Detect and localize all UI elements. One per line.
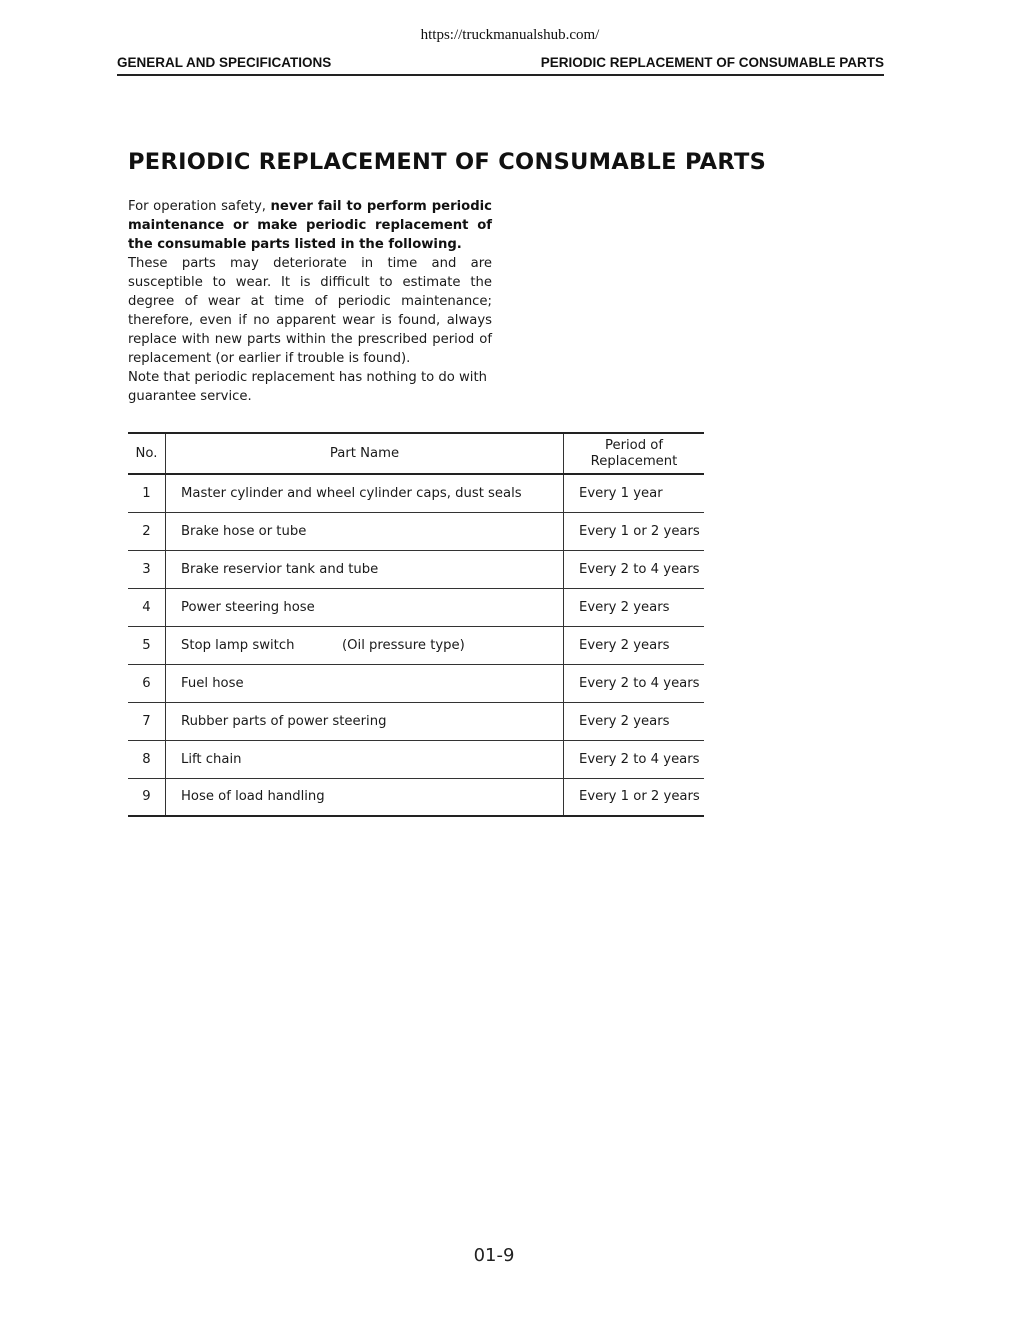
replacement-period: Every 1 or 2 years bbox=[564, 512, 705, 550]
replacement-period: Every 1 or 2 years bbox=[564, 778, 705, 816]
row-number: 2 bbox=[128, 512, 166, 550]
header-period-line2: Replacement bbox=[590, 453, 678, 469]
table-header-row bbox=[128, 433, 704, 474]
table-row bbox=[128, 588, 704, 626]
intro-body: These parts may deteriorate in time and are susceptible to wear. It is difficult to estimate the degree of wear at time of periodic maintenance; therefore, even if no apparent wear is found, always replace with new parts within the prescribed period of replacement (or earlier if trouble is found). bbox=[128, 256, 492, 366]
row-number: 5 bbox=[128, 626, 166, 664]
row-number: 6 bbox=[128, 664, 166, 702]
part-name-cell bbox=[166, 550, 564, 588]
table-row bbox=[128, 626, 704, 664]
part-name: Stop lamp switch bbox=[181, 637, 295, 653]
intro-lead bbox=[128, 197, 492, 254]
replacement-period: Every 2 years bbox=[564, 702, 705, 740]
part-name-cell bbox=[166, 664, 564, 702]
table-row bbox=[128, 474, 704, 512]
header-no: No. bbox=[128, 433, 166, 474]
part-name: Rubber parts of power steering bbox=[181, 713, 387, 729]
table-row bbox=[128, 740, 704, 778]
header-part-name: Part Name bbox=[166, 433, 564, 474]
header-section-left: GENERAL AND SPECIFICATIONS bbox=[117, 55, 332, 70]
table-row bbox=[128, 550, 704, 588]
intro-text bbox=[128, 197, 492, 406]
replacement-period: Every 2 years bbox=[564, 588, 705, 626]
part-name: Hose of load handling bbox=[181, 789, 325, 805]
replacement-period: Every 2 to 4 years bbox=[564, 740, 705, 778]
part-name-cell bbox=[166, 778, 564, 816]
part-name: Lift chain bbox=[181, 751, 242, 767]
part-name-cell bbox=[166, 626, 564, 664]
part-note: (Oil pressure type) bbox=[342, 637, 465, 653]
table-row bbox=[128, 512, 704, 550]
part-name-cell bbox=[166, 702, 564, 740]
replacement-period: Every 2 years bbox=[564, 626, 705, 664]
intro-lead-bold: never fail to perform periodic maintenance or make periodic replacement of the consumable parts listed in the following. bbox=[128, 199, 492, 252]
header-period-line1: Period of bbox=[604, 437, 664, 453]
row-number: 9 bbox=[128, 778, 166, 816]
row-number: 4 bbox=[128, 588, 166, 626]
part-name-cell bbox=[166, 740, 564, 778]
replacement-period: Every 2 to 4 years bbox=[564, 664, 705, 702]
header-section-right: PERIODIC REPLACEMENT OF CONSUMABLE PARTS bbox=[540, 55, 884, 70]
table-row bbox=[128, 778, 704, 816]
intro-note: Note that periodic replacement has nothing to do with guarantee service. bbox=[128, 370, 487, 404]
replacement-period: Every 2 to 4 years bbox=[564, 550, 705, 588]
page-title: PERIODIC REPLACEMENT OF CONSUMABLE PARTS bbox=[128, 149, 767, 175]
page-number: 01-9 bbox=[473, 1245, 515, 1266]
replacement-table bbox=[128, 432, 704, 817]
replacement-period: Every 1 year bbox=[564, 474, 705, 512]
part-name: Brake reservior tank and tube bbox=[181, 561, 379, 577]
part-name: Fuel hose bbox=[181, 675, 244, 691]
row-number: 3 bbox=[128, 550, 166, 588]
part-name: Master cylinder and wheel cylinder caps, dust seals bbox=[181, 485, 522, 501]
intro-lead-plain: For operation safety, bbox=[128, 199, 271, 214]
row-number: 8 bbox=[128, 740, 166, 778]
part-name-cell bbox=[166, 512, 564, 550]
table-row bbox=[128, 664, 704, 702]
part-name: Brake hose or tube bbox=[181, 523, 307, 539]
part-name-cell bbox=[166, 474, 564, 512]
part-name-cell bbox=[166, 588, 564, 626]
source-url[interactable]: https://truckmanualshub.com/ bbox=[420, 27, 600, 43]
row-number: 1 bbox=[128, 474, 166, 512]
running-header bbox=[117, 55, 884, 76]
table-row bbox=[128, 702, 704, 740]
row-number: 7 bbox=[128, 702, 166, 740]
part-name: Power steering hose bbox=[181, 599, 315, 615]
header-period bbox=[564, 433, 705, 474]
